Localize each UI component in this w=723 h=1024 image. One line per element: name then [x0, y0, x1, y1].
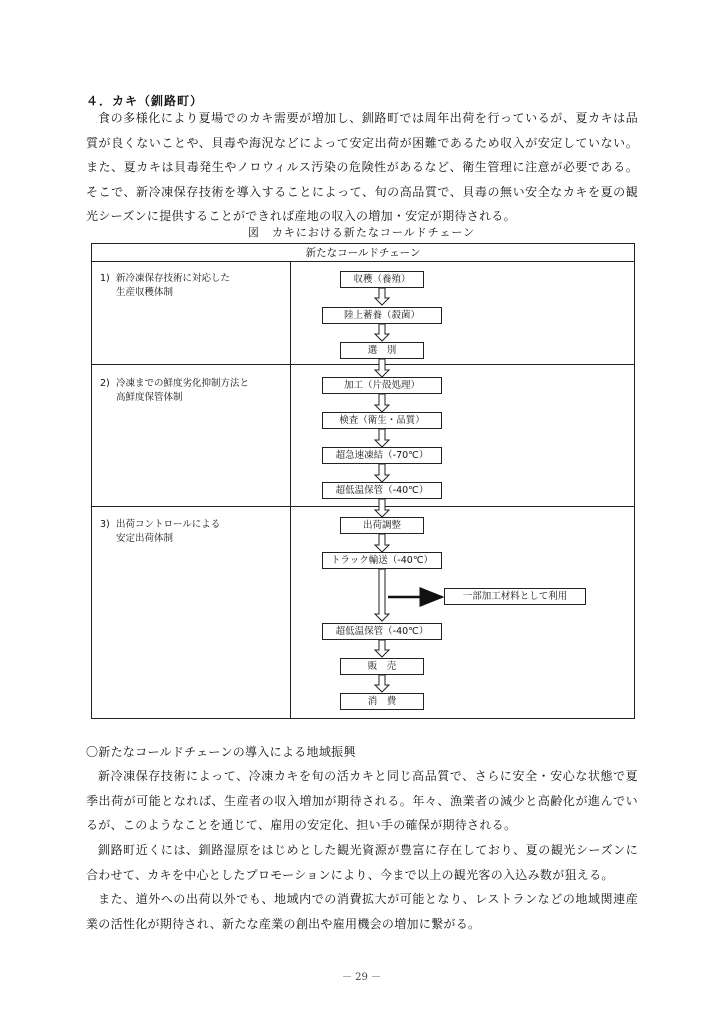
section-title-line2: 生産収穫体制	[116, 287, 174, 298]
flow-step: 超低温保管（-40℃）	[322, 482, 442, 499]
body-paragraph: 新冷凍保存技術によって、冷凍カキを旬の活カキと同じ高品質で、さらに安全・安心な状態で夏季出荷が可能となれば、生産者の収入増加が期待される。年々、漁業者の減少と高齢化が進んでいるが、このようなことを通じて、雇用の安定化、担い手の確保が期待される。	[86, 769, 638, 832]
body-paragraph: 釧路町近くには、釧路湿原をはじめとした観光資源が豊富に存在しており、夏の観光シーズンに合わせて、カキを中心としたプロモーションにより、今まで以上の観光客の入込み数が狙える。	[86, 843, 638, 882]
flow-step: 陸上蓄養（殺菌）	[322, 307, 442, 324]
body-subheading: 〇新たなコールドチェーンの導入による地域振興	[86, 745, 356, 759]
section-title-line2: 安定出荷体制	[116, 533, 174, 544]
flow-step: トラック輸送（-40℃）	[322, 552, 442, 569]
down-arrow	[375, 640, 389, 657]
flow-step: 選 別	[340, 342, 424, 359]
down-arrow	[375, 394, 389, 412]
flow-step: 収穫（養殖）	[340, 271, 424, 288]
down-arrow	[375, 499, 389, 517]
down-arrow	[375, 464, 389, 482]
flow-step: 超急速凍結（-70℃）	[322, 447, 442, 464]
branch-step: 一部加工材料として利用	[444, 588, 586, 605]
section-title-line2: 高鮮度保管体制	[116, 392, 183, 403]
flow-step: 検査（衛生・品質）	[322, 412, 442, 429]
section-number: 2)	[100, 378, 110, 389]
section-number: 3)	[100, 519, 110, 530]
flow-step: 加工（片殻処理）	[322, 377, 442, 394]
section-title-line1: 出荷コントロールによる	[116, 519, 221, 530]
down-arrow	[375, 569, 389, 621]
down-arrow	[375, 675, 389, 692]
section-heading: ４．カキ（釧路町）	[86, 94, 204, 108]
intro-paragraph: 食の多様化により夏場でのカキ需要が増加し、釧路町では周年出荷を行っているが、夏カキは品質が良くないことや、貝毒や海況などによって安定出荷が困難であるため収入が安定していない。また、夏カキは貝毒発生やノロウィルス汚染の危険性があるなど、衛生管理に注意が必要である。そこで、新冷凍保存技術を導入することによって、旬の高品質で、貝毒の無い安全なカキを夏の観光シーズンに提供することができれば産地の収入の増加・安定が期待される。	[86, 111, 638, 223]
page-number: － 29 －	[341, 972, 382, 983]
down-arrow	[375, 534, 389, 552]
flow-step: 超低温保管（-40℃）	[322, 623, 442, 640]
body-paragraph: また、道外への出荷以外でも、地域内での消費拡大が可能となり、レストランなどの地域関連産業の活性化が期待され、新たな産業の創出や雇用機会の増加に繋がる。	[86, 892, 638, 931]
section-number: 1)	[100, 273, 110, 284]
flow-step: 販 売	[340, 658, 424, 675]
cold-chain-figure	[91, 243, 635, 719]
section-title-line1: 新冷凍保存技術に対応した	[116, 273, 231, 284]
flow-step: 出荷調整	[340, 517, 424, 534]
down-arrow	[375, 288, 389, 305]
figure-caption: 図 カキにおける新たなコールドチェーン	[247, 226, 476, 239]
figure-header: 新たなコールドチェーン	[92, 244, 634, 262]
section-title-line1: 冷凍までの鮮度劣化抑制方法と	[116, 378, 250, 389]
down-arrow	[375, 359, 389, 377]
down-arrow	[375, 429, 389, 447]
down-arrow	[375, 324, 389, 341]
flow-step: 消 費	[340, 693, 424, 710]
